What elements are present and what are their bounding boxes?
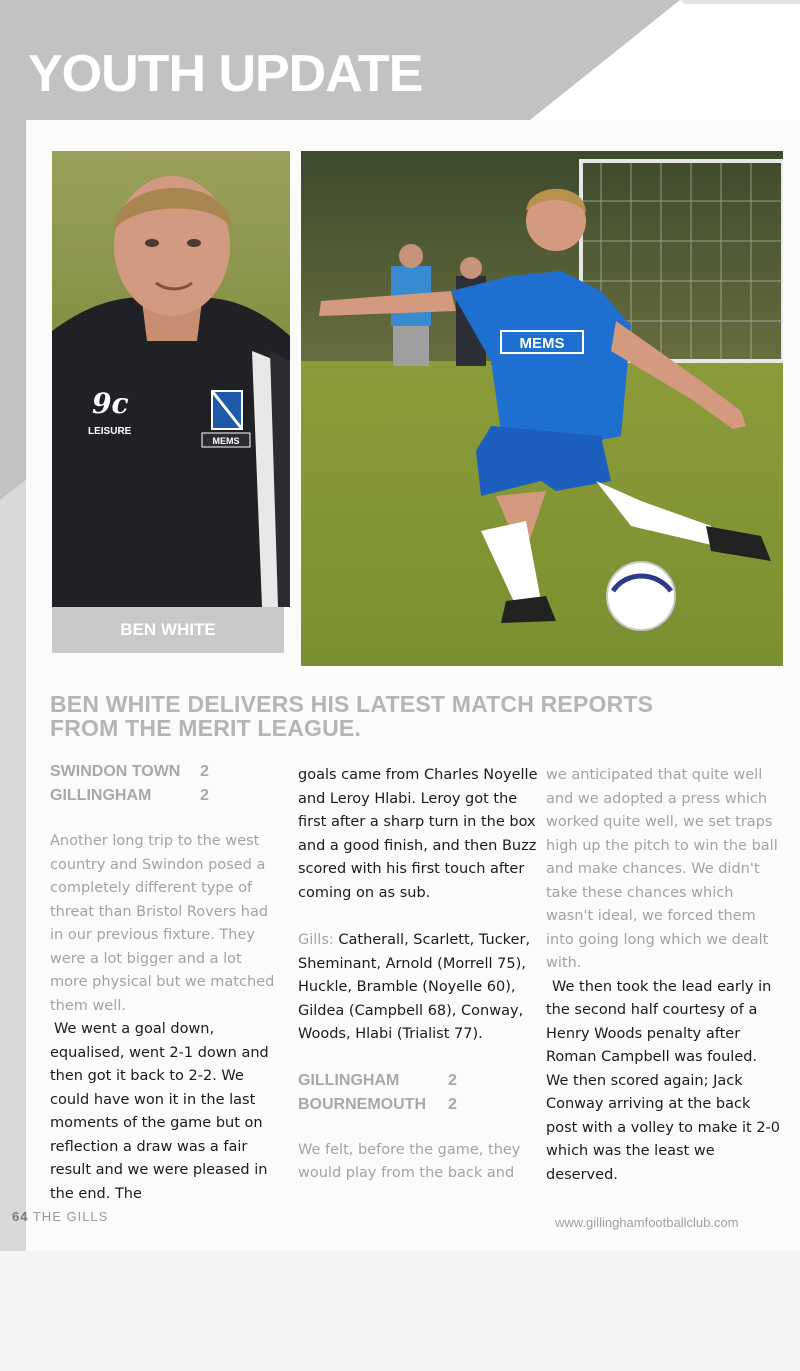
footer-website: www.gillinghamfootballclub.com bbox=[555, 1215, 739, 1230]
portrait-sponsor-text: MEMS bbox=[212, 436, 240, 446]
match1-away-score: 2 bbox=[200, 787, 209, 804]
match2-score bbox=[298, 1069, 538, 1117]
match2-away-team: BOURNEMOUTH bbox=[298, 1095, 426, 1113]
page-title: YOUTH UPDATE bbox=[28, 45, 423, 103]
match2-away-score: 2 bbox=[448, 1095, 457, 1113]
match2-home-score: 2 bbox=[448, 1071, 457, 1089]
match1-score bbox=[50, 760, 282, 808]
match1-body-continued: goals came from Charles Noyelle and Leroy Hlabi. Leroy got the first after a sharp turn in the box and a good finish, and then Buzz scored with his first touch after coming on as sub. bbox=[298, 767, 538, 901]
squad-label: Gills: bbox=[298, 932, 334, 948]
svg-text:9c: 9c bbox=[92, 387, 129, 420]
match2-home-team: GILLINGHAM bbox=[298, 1071, 400, 1089]
page-number: 64 bbox=[12, 1209, 29, 1224]
match2-intro: We felt, before the game, they would play from the back and bbox=[298, 1141, 521, 1181]
article-column-1 bbox=[50, 760, 282, 1206]
match2-body: We then took the lead early in the second half courtesy of a Henry Woods penalty after Roman Campbell was fouled. We then scored again; Jack Conway arriving at the back post with a volley to make it 2-0 which was the least we deserved. bbox=[546, 978, 781, 1183]
portrait-caption: BEN WHITE bbox=[52, 607, 284, 653]
action-photo bbox=[301, 151, 783, 666]
match1-body: We went a goal down, equalised, went 2-1 down and then got it back to 2-2. We could have won it in the last moments of the game but on reflection a draw was a fair result and we were pleased in the end. The bbox=[50, 1021, 269, 1202]
headline-line-2: FROM THE MERIT LEAGUE. bbox=[50, 715, 362, 741]
publication-name: THE GILLS bbox=[32, 1209, 109, 1224]
match1-home-team: SWINDON TOWN bbox=[50, 763, 181, 780]
squad-list: Catherall, Scarlett, Tucker, Sheminant, Arnold (Morrell 75), Huckle, Bramble (Noyelle 60), Gildea (Campbell 68), Conway, Woods, Hlabi (Trialist 77). bbox=[298, 932, 531, 1042]
portrait-jacket-text: LEISURE bbox=[88, 426, 132, 437]
match1-squad bbox=[298, 929, 538, 1047]
article-headline bbox=[50, 692, 750, 740]
footer-page-label bbox=[12, 1209, 108, 1224]
article-column-3 bbox=[546, 764, 782, 1187]
match1-home-score: 2 bbox=[200, 763, 209, 780]
action-sponsor-text: MEMS bbox=[519, 335, 565, 352]
portrait-photo bbox=[52, 151, 290, 607]
article-column-2 bbox=[298, 764, 538, 1186]
match1-intro: Another long trip to the west country and Swindon posed a completely different type of threat than Bristol Rovers had in our previous fixture. They were a lot bigger and a lot more physical but we matched them well. bbox=[50, 833, 275, 1014]
match2-intro-continued: we anticipated that quite well and we adopted a press which worked quite well, we set traps high up the pitch to win the ball and make chances. We didn't take these chances which wasn't ideal, we forced them into going long which we dealt with. bbox=[546, 767, 778, 971]
match1-away-team: GILLINGHAM bbox=[50, 787, 152, 804]
headline-line-1: BEN WHITE DELIVERS HIS LATEST MATCH REPORTS bbox=[50, 691, 654, 717]
